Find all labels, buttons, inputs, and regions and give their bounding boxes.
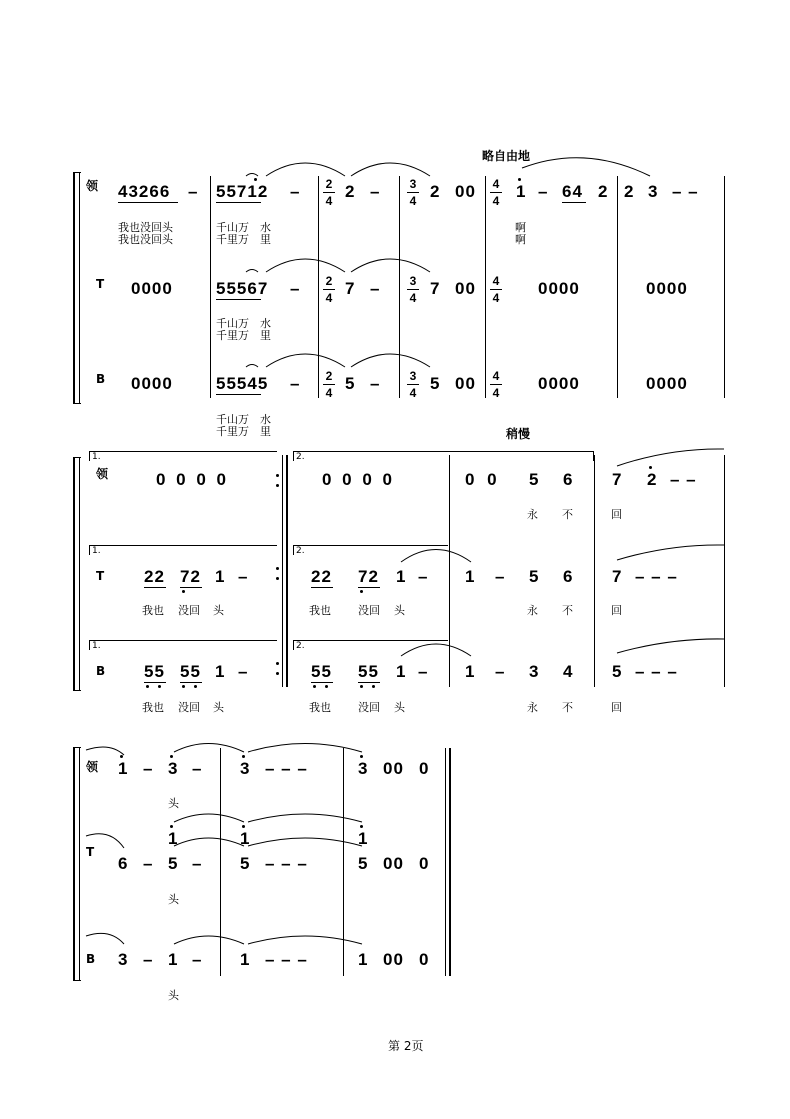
dash: – xyxy=(495,567,506,586)
note: 3 xyxy=(648,182,659,201)
dash: – xyxy=(495,662,506,681)
note: 6 xyxy=(563,567,574,586)
rest: 00 xyxy=(383,950,404,969)
dash: – xyxy=(370,182,381,201)
lyric: 没回 xyxy=(178,604,200,617)
dash: – xyxy=(188,182,199,201)
lyric: 千里万 里 xyxy=(216,233,271,246)
note-group: 55 xyxy=(180,662,201,681)
dash: – xyxy=(238,567,249,586)
note-group: 64 xyxy=(562,182,583,201)
time-sig-num: 3 xyxy=(409,369,417,383)
note: 1 xyxy=(465,662,476,681)
volta-1: 1. xyxy=(92,546,101,556)
lyric: 头 xyxy=(168,797,179,810)
note: 1 xyxy=(215,662,226,681)
part-label-bass: B xyxy=(96,372,106,386)
lyric: 我也 xyxy=(309,701,331,714)
note: 1 xyxy=(465,567,476,586)
part-label-lead: 领 xyxy=(96,467,109,481)
note: 1 xyxy=(358,950,369,969)
note: 1 xyxy=(118,759,129,778)
lyric: 头 xyxy=(394,604,405,617)
note-group: 55567 xyxy=(216,279,269,298)
dash: – xyxy=(538,182,549,201)
rest: 0 0 xyxy=(465,470,498,489)
dash: – xyxy=(192,854,203,873)
page-number: 第 2页 xyxy=(388,1039,424,1053)
note: 3 xyxy=(168,759,179,778)
part-label-lead: 领 xyxy=(86,179,99,193)
lyric: 头 xyxy=(213,701,224,714)
part-label-tenor: T xyxy=(96,277,105,291)
lyric: 永 xyxy=(527,508,538,521)
time-sig-den: 4 xyxy=(409,386,417,400)
lyric: 啊 xyxy=(515,221,526,234)
time-sig-den: 4 xyxy=(492,194,500,208)
time-sig-den: 4 xyxy=(492,291,500,305)
lyric: 啊 xyxy=(515,233,526,246)
note: 5 xyxy=(168,854,179,873)
note: 7 xyxy=(345,279,356,298)
lyric: 头 xyxy=(394,701,405,714)
dash: – – – xyxy=(265,759,308,778)
dash: – – – xyxy=(265,950,308,969)
lyric: 千山万 水 xyxy=(216,413,271,426)
dash: – xyxy=(290,182,301,201)
volta-1: 1. xyxy=(92,641,101,651)
rest: 0000 xyxy=(538,279,580,298)
note: 6 xyxy=(563,470,574,489)
lyric: 没回 xyxy=(178,701,200,714)
dash: – xyxy=(143,759,154,778)
lyric: 千山万 水 xyxy=(216,221,271,234)
note-group: 55 xyxy=(311,662,332,681)
time-sig-num: 4 xyxy=(492,177,500,191)
note: 1 xyxy=(240,829,251,848)
lyric: 回 xyxy=(611,508,622,521)
lyric: 千里万 里 xyxy=(216,425,271,438)
note: 2 xyxy=(647,470,658,489)
time-sig-num: 2 xyxy=(325,274,333,288)
rest: 00 xyxy=(455,374,476,393)
rest: 0 0 0 0 xyxy=(322,470,393,489)
note: 5 xyxy=(529,567,540,586)
time-sig-den: 4 xyxy=(409,291,417,305)
rest: 0000 xyxy=(646,279,688,298)
note: 1 xyxy=(168,950,179,969)
lyric: 我也 xyxy=(309,604,331,617)
dash: – xyxy=(192,759,203,778)
time-sig-den: 4 xyxy=(492,386,500,400)
note: 5 xyxy=(612,662,623,681)
lyric: 我也没回头 xyxy=(118,233,173,246)
lyric: 不 xyxy=(562,508,573,521)
note: 2 xyxy=(624,182,635,201)
note: 5 xyxy=(345,374,356,393)
rest: 0 xyxy=(419,950,430,969)
rest: 0000 xyxy=(646,374,688,393)
lyric: 不 xyxy=(562,604,573,617)
lyric: 千里万 里 xyxy=(216,329,271,342)
note: 1 xyxy=(516,182,527,201)
note: 3 xyxy=(240,759,251,778)
lyric: 头 xyxy=(213,604,224,617)
lyric: 没回 xyxy=(358,604,380,617)
note: 7 xyxy=(430,279,441,298)
part-label-bass: B xyxy=(86,952,96,966)
note-group: 43266 xyxy=(118,182,171,201)
note: 2 xyxy=(430,182,441,201)
part-label-bass: B xyxy=(96,664,106,678)
dash: – xyxy=(418,567,429,586)
note: 3 xyxy=(529,662,540,681)
note: 1 xyxy=(168,829,179,848)
note: 5 xyxy=(529,470,540,489)
dash: – xyxy=(370,374,381,393)
time-sig-den: 4 xyxy=(325,194,333,208)
note: 6 xyxy=(118,854,129,873)
lyric: 永 xyxy=(527,701,538,714)
volta-1: 1. xyxy=(92,452,101,462)
note-group: 22 xyxy=(311,567,332,586)
note: 1 xyxy=(240,950,251,969)
note: 3 xyxy=(358,759,369,778)
time-sig-num: 3 xyxy=(409,177,417,191)
dash: – xyxy=(370,279,381,298)
tempo-mark-free: 略自由地 xyxy=(482,149,531,163)
dash: – – – xyxy=(635,567,678,586)
time-sig-num: 4 xyxy=(492,274,500,288)
time-sig-num: 2 xyxy=(325,177,333,191)
rest: 00 xyxy=(383,854,404,873)
note: 1 xyxy=(215,567,226,586)
dash: – xyxy=(238,662,249,681)
lyric: 我也 xyxy=(142,604,164,617)
rest: 0 xyxy=(419,759,430,778)
rest: 0 0 0 0 xyxy=(156,470,227,489)
note: 1 xyxy=(396,567,407,586)
time-sig-den: 4 xyxy=(325,291,333,305)
dash: – – – xyxy=(265,854,308,873)
note-group: 22 xyxy=(144,567,165,586)
time-sig-num: 3 xyxy=(409,274,417,288)
rest: 0000 xyxy=(131,279,173,298)
lyric: 没回 xyxy=(358,701,380,714)
lyric: 头 xyxy=(168,989,179,1002)
lyric: 千山万 水 xyxy=(216,317,271,330)
part-label-lead: 领 xyxy=(86,760,99,774)
dash: – xyxy=(143,854,154,873)
note-group: 55 xyxy=(358,662,379,681)
time-sig-den: 4 xyxy=(325,386,333,400)
dash: – – – xyxy=(635,662,678,681)
volta-2: 2. xyxy=(296,641,305,651)
note: 1 xyxy=(358,829,369,848)
rest: 0 xyxy=(419,854,430,873)
note-group: 55545 xyxy=(216,374,269,393)
lyric: 不 xyxy=(562,701,573,714)
note: 4 xyxy=(563,662,574,681)
dash: – xyxy=(192,950,203,969)
time-sig-den: 4 xyxy=(409,194,417,208)
note: 5 xyxy=(358,854,369,873)
rest: 0000 xyxy=(131,374,173,393)
dash: – xyxy=(290,279,301,298)
lyric: 头 xyxy=(168,893,179,906)
lyric: 永 xyxy=(527,604,538,617)
volta-2: 2. xyxy=(296,452,305,462)
note-group: 55712 xyxy=(216,182,269,201)
part-label-tenor: T xyxy=(96,569,105,583)
note: 2 xyxy=(345,182,356,201)
tempo-mark-slower: 稍慢 xyxy=(506,427,531,441)
lyric: 回 xyxy=(611,604,622,617)
rest: 00 xyxy=(383,759,404,778)
dash: – xyxy=(418,662,429,681)
rest: 00 xyxy=(455,182,476,201)
note-group: 72 xyxy=(358,567,379,586)
note: 5 xyxy=(240,854,251,873)
note: 1 xyxy=(396,662,407,681)
lyric: 我也 xyxy=(142,701,164,714)
note: 2 xyxy=(598,182,609,201)
note-group: 72 xyxy=(180,567,201,586)
note: 3 xyxy=(118,950,129,969)
note-group: 55 xyxy=(144,662,165,681)
time-sig-num: 2 xyxy=(325,369,333,383)
note: 7 xyxy=(612,567,623,586)
dash: – – xyxy=(670,470,697,489)
rest: 00 xyxy=(455,279,476,298)
time-sig-num: 4 xyxy=(492,369,500,383)
dash: – xyxy=(143,950,154,969)
note: 7 xyxy=(612,470,623,489)
part-label-tenor: T xyxy=(86,845,95,859)
volta-2: 2. xyxy=(296,546,305,556)
lyric: 我也没回头 xyxy=(118,221,173,234)
note: 5 xyxy=(430,374,441,393)
dash: – – xyxy=(672,182,699,201)
rest: 0000 xyxy=(538,374,580,393)
dash: – xyxy=(290,374,301,393)
lyric: 回 xyxy=(611,701,622,714)
